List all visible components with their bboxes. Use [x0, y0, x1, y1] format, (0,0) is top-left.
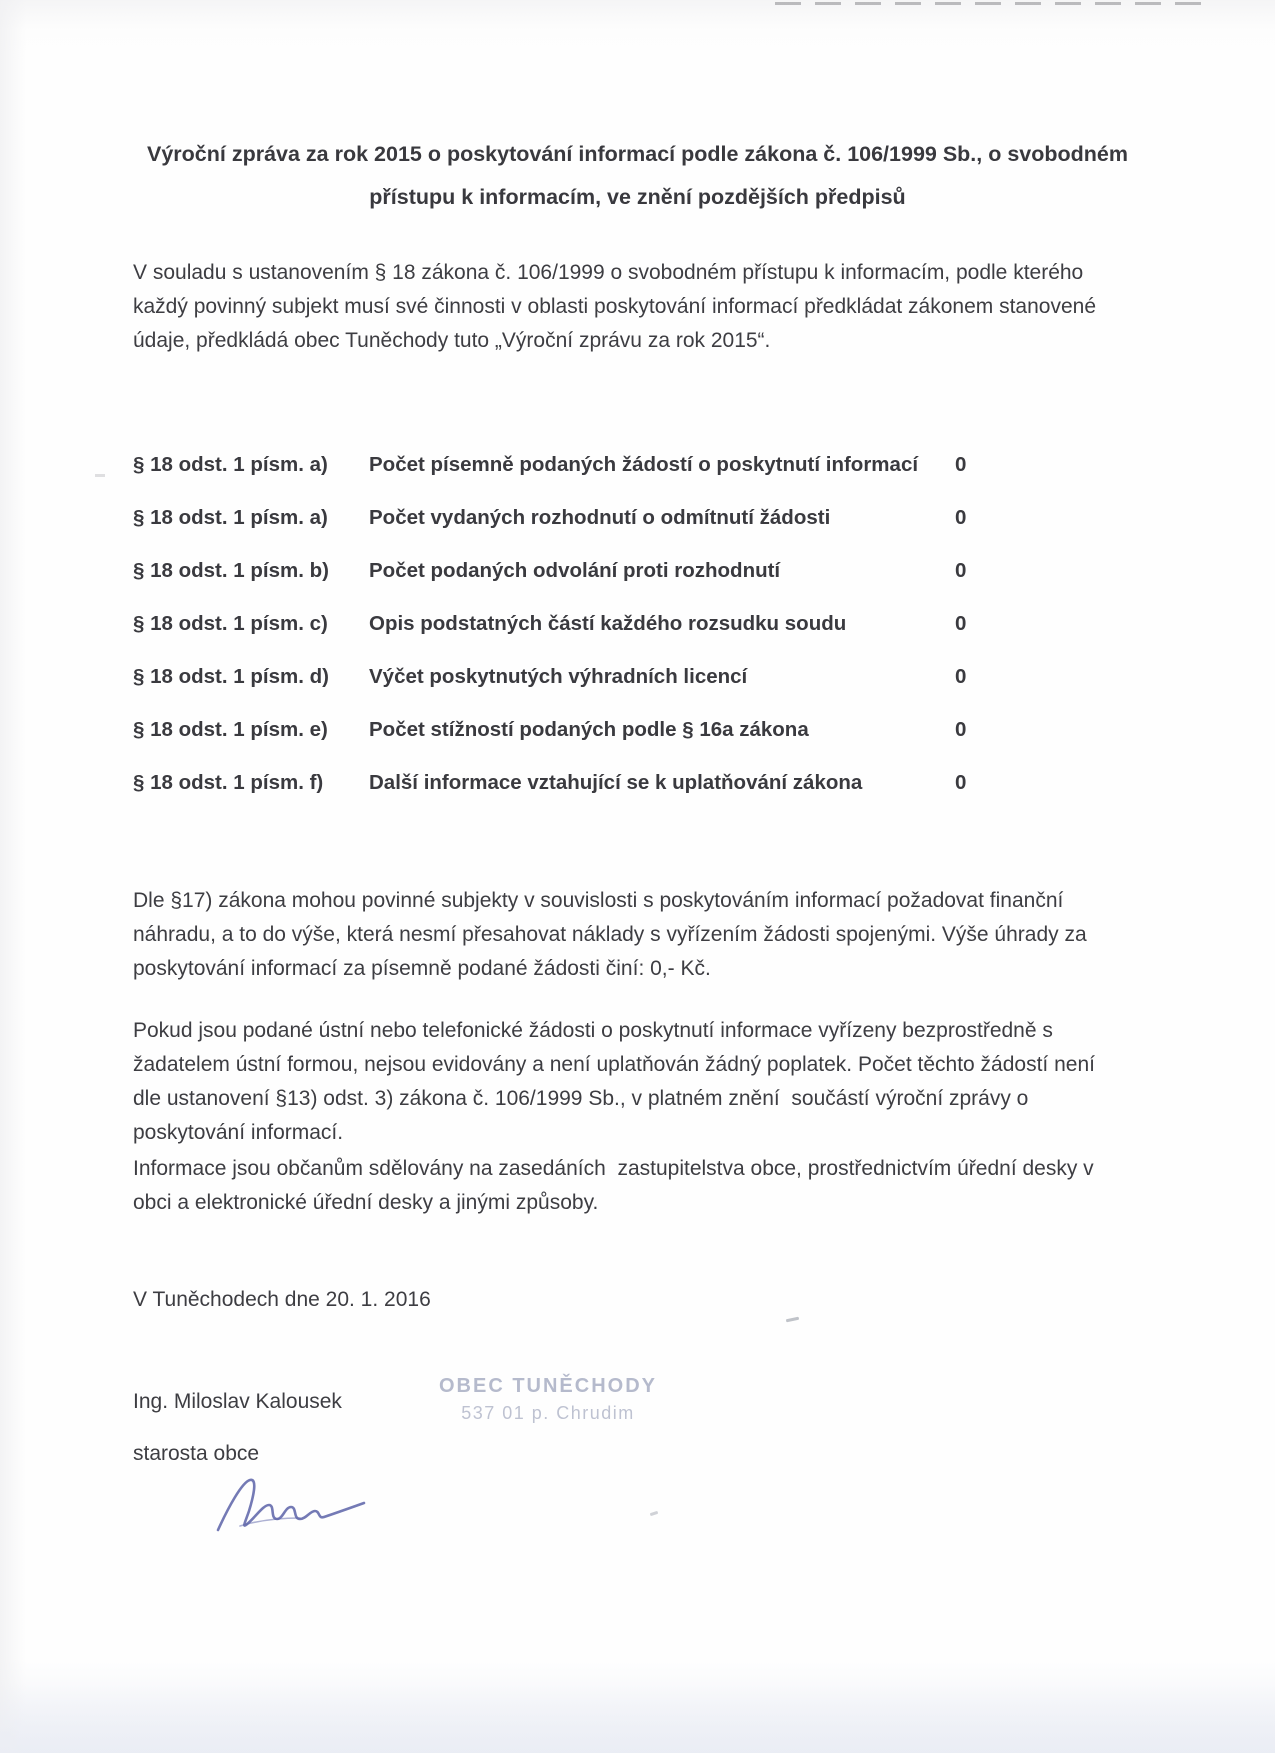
row-label: Počet písemně podaných žádostí o poskytnutí informací	[369, 453, 919, 476]
row-label: Počet podaných odvolání proti rozhodnutí	[369, 559, 781, 582]
law-reference: § 18 odst. 1 písm. f)	[133, 771, 324, 794]
row-value: 0	[955, 506, 967, 529]
row-value: 0	[955, 771, 967, 794]
body-paragraph-fees: Dle §17) zákona mohou povinné subjekty v souvislosti s poskytováním informací požadovat finanční náhradu, a to do výše, která nesmí přesahovat náklady s vyřízením žádosti spojenými. Výše úhrady za poskytování informací za písemně podané žádosti činí: 0,- Kč.	[133, 889, 1093, 980]
signatory-name: Ing. Miloslav Kalousek	[133, 1390, 342, 1413]
row-label: Další informace vztahující se k uplatňování zákona	[369, 771, 863, 794]
table-row	[133, 554, 1123, 587]
table-row	[133, 501, 1123, 534]
scan-stray-mark	[650, 1511, 659, 1516]
intro-paragraph: V souladu s ustanovením § 18 zákona č. 106/1999 o svobodném přístupu k informacím, podle kterého každý povinný subjekt musí své činnosti v oblasti poskytování informací předkládat zákonem stanovené údaje, předkládá obec Tuněchody tuto „Výroční zprávu za rok 2015“.	[133, 261, 1096, 352]
scan-bottom-shading	[0, 1683, 1275, 1753]
law-reference: § 18 odst. 1 písm. d)	[133, 665, 329, 688]
stamp-municipality-name: OBEC TUNĚCHODY	[438, 1375, 657, 1397]
row-value: 0	[955, 612, 967, 635]
scan-smudge	[95, 474, 105, 477]
handwritten-signature	[212, 1474, 372, 1540]
row-label: Opis podstatných částí každého rozsudku soudu	[369, 612, 847, 635]
row-value: 0	[955, 718, 967, 741]
law-reference: § 18 odst. 1 písm. c)	[133, 612, 328, 635]
scan-left-shading	[0, 0, 26, 1753]
table-row	[133, 607, 1123, 640]
table-row	[133, 448, 1123, 481]
signatory-role: starosta obce	[133, 1442, 260, 1465]
table-row	[133, 660, 1123, 693]
body-paragraph-publication: Informace jsou občanům sdělovány na zasedáních zastupitelstva obce, prostřednictvím úřední desky v obci a elektronické úřední desky a jinými způsoby.	[133, 1157, 1100, 1214]
row-value: 0	[955, 559, 967, 582]
stamp-postal-address: 537 01 p. Chrudim	[461, 1403, 635, 1423]
row-value: 0	[955, 665, 967, 688]
municipal-stamp	[418, 1373, 678, 1427]
table-row	[133, 766, 1123, 799]
scan-edge-artifact	[775, 2, 1205, 5]
law-reference: § 18 odst. 1 písm. a)	[133, 506, 328, 529]
scan-stray-mark	[786, 1317, 799, 1323]
table-row	[133, 713, 1123, 746]
law-reference: § 18 odst. 1 písm. a)	[133, 453, 328, 476]
row-label: Počet stížností podaných podle § 16a zákona	[369, 718, 809, 741]
row-value: 0	[955, 453, 967, 476]
body-paragraph-oral-requests: Pokud jsou podané ústní nebo telefonické žádosti o poskytnutí informace vyřízeny bezprostředně s žadatelem ústní formou, nejsou evidovány a není uplatňován žádný poplatek. Počet těchto žádostí není dle ustanovení §13) odst. 3) zákona č. 106/1999 Sb., v platném znění součástí výroční zprávy o poskytování informací.	[133, 1019, 1101, 1144]
document-title: Výroční zpráva za rok 2015 o poskytování informací podle zákona č. 106/1999 Sb., o svobodném přístupu k informacím, ve znění pozdějších předpisů	[147, 142, 1128, 209]
statistics-table	[133, 448, 1123, 819]
law-reference: § 18 odst. 1 písm. b)	[133, 559, 329, 582]
row-label: Počet vydaných rozhodnutí o odmítnutí žádosti	[369, 506, 831, 529]
date-place-line: V Tuněchodech dne 20. 1. 2016	[133, 1288, 431, 1311]
law-reference: § 18 odst. 1 písm. e)	[133, 718, 328, 741]
row-label: Výčet poskytnutých výhradních licencí	[369, 665, 748, 688]
